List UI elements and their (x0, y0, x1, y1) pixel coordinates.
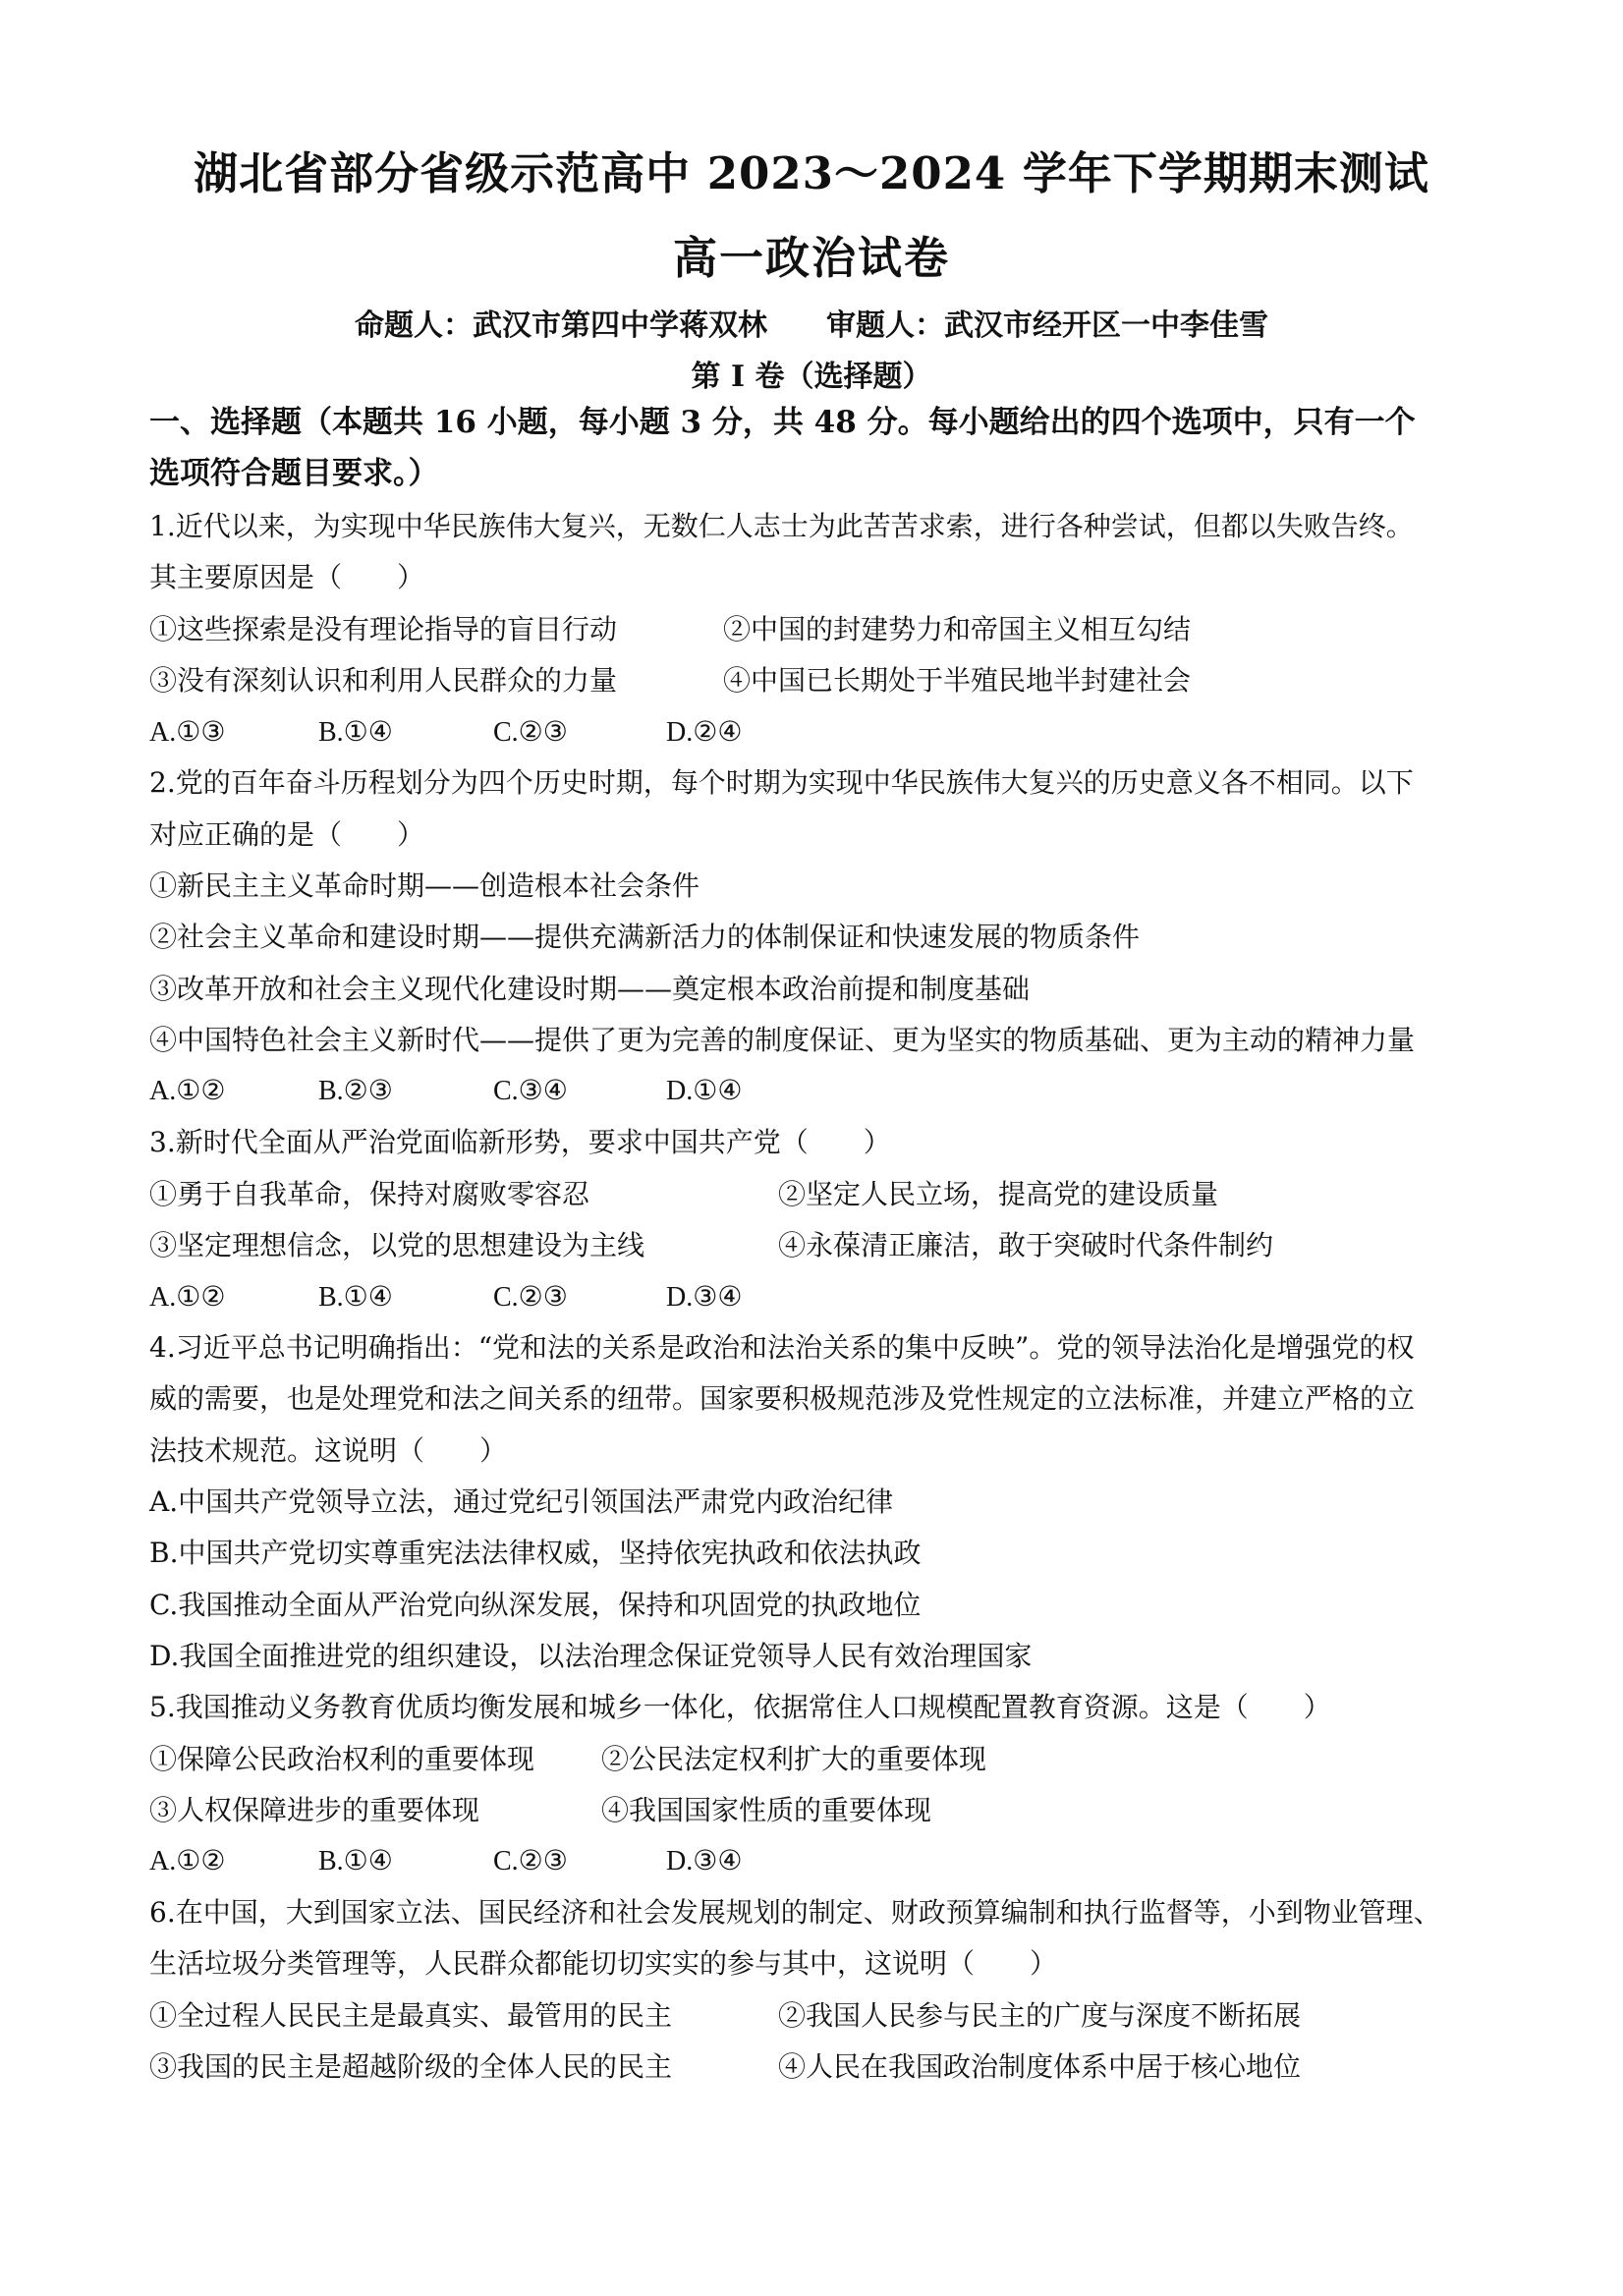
q4-stem-line1: 4.习近平总书记明确指出：“党和法的关系是政治和法治关系的集中反映”。党的领导法治化是增强党的权 (149, 1331, 1415, 1364)
q4-stem-line2: 威的需要，也是处理党和法之间关系的纽带。国家要积极规范涉及党性规定的立法标准，并建立严格的立 (149, 1382, 1416, 1415)
q5-option-2: ②公民法定权利扩大的重要体现 (601, 1743, 987, 1775)
q3-option-2: ②坚定人民立场，提高党的建设质量 (778, 1178, 1219, 1210)
q1-options-row1 (149, 604, 1485, 655)
q3-options-row2 (149, 1220, 1485, 1271)
q2-choice-d: D.①④ (666, 1076, 743, 1106)
reviewer: 审题人：武汉市经开区一中李佳雪 (826, 308, 1268, 343)
q1-option-4: ④中国已长期处于半殖民地半封建社会 (723, 664, 1192, 697)
q5-choice-b: B.①④ (318, 1846, 393, 1876)
q1-choice-a: A.①③ (149, 717, 226, 748)
exam-subtitle: 高一政治试卷 (672, 232, 950, 284)
q1-option-3: ③没有深刻认识和利用人民群众的力量 (149, 664, 618, 697)
q3-option-1: ①勇于自我革命，保持对腐败零容忍 (149, 1178, 590, 1210)
q2-option-1: ①新民主主义革命时期——创造根本社会条件 (149, 869, 700, 902)
volume-heading: 第 I 卷（选择题） (691, 360, 932, 394)
q5-choices (149, 1836, 1485, 1887)
q5-option-4: ④我国国家性质的重要体现 (601, 1794, 932, 1826)
q5-choice-a: A.①② (149, 1846, 226, 1876)
q5-option-3: ③人权保障进步的重要体现 (149, 1794, 480, 1826)
question-setter: 命题人：武汉市第四中学蒋双林 (355, 308, 767, 343)
q1-choice-d: D.②④ (666, 717, 743, 748)
q4-stem-line3: 法技术规范。这说明（ ） (149, 1434, 508, 1467)
q5-options-row1 (149, 1734, 1485, 1785)
q2-choices (149, 1066, 1485, 1117)
q3-option-4: ④永葆清正廉洁，敢于突破时代条件制约 (778, 1229, 1274, 1261)
section-heading-line2: 选项符合题目要求。） (149, 456, 439, 491)
q2-option-4: ④中国特色社会主义新时代——提供了更为完善的制度保证、更为坚实的物质基础、更为主动的精神力量 (149, 1024, 1416, 1056)
q2-stem-line1: 2.党的百年奋斗历程划分为四个历史时期，每个时期为实现中华民族伟大复兴的历史意义各不相同。以下 (149, 766, 1414, 799)
q6-option-1: ①全过程人民民主是最真实、最管用的民主 (149, 1999, 673, 2032)
q5-option-1: ①保障公民政治权利的重要体现 (149, 1743, 535, 1775)
q6-option-3: ③我国的民主是超越阶级的全体人民的民主 (149, 2050, 673, 2083)
q5-choice-c: C.②③ (493, 1846, 568, 1876)
q1-choices (149, 707, 1485, 758)
q1-choice-c: C.②③ (493, 717, 568, 748)
q3-stem-line1: 3.新时代全面从严治党面临新形势，要求中国共产党（ ） (149, 1126, 891, 1158)
q2-choice-c: C.③④ (493, 1076, 568, 1106)
section-heading-line1: 一、选择题（本题共 16 小题，每小题 3 分，共 48 分。每小题给出的四个选项中，只有一个 (149, 405, 1416, 440)
q5-stem-line1: 5.我国推动义务教育优质均衡发展和城乡一体化，依据常住人口规模配置教育资源。这是（ ） (149, 1691, 1331, 1723)
q3-choice-a: A.①② (149, 1282, 226, 1313)
q6-option-4: ④人民在我国政治制度体系中居于核心地位 (778, 2050, 1302, 2083)
q3-choice-c: C.②③ (493, 1282, 568, 1313)
q3-choices (149, 1272, 1485, 1323)
q6-options-row1 (149, 1990, 1485, 2042)
q1-stem-line2: 其主要原因是（ ） (149, 561, 425, 593)
q1-choice-b: B.①④ (318, 717, 393, 748)
q4-choice-a: A.中国共产党领导立法，通过党纪引领国法严肃党内政治纪律 (149, 1485, 894, 1518)
q6-option-2: ②我国人民参与民主的广度与深度不断拓展 (778, 1999, 1302, 2032)
q6-stem-line2: 生活垃圾分类管理等，人民群众都能切切实实的参与其中，这说明（ ） (149, 1947, 1058, 1980)
q4-choice-d: D.我国全面推进党的组织建设，以法治理念保证党领导人民有效治理国家 (149, 1640, 1033, 1672)
q1-stem-line1: 1.近代以来，为实现中华民族伟大复兴，无数仁人志士为此苦苦求索，进行各种尝试，但都以失败告终。 (149, 510, 1414, 542)
q5-options-row2 (149, 1785, 1485, 1836)
q3-choice-d: D.③④ (666, 1282, 743, 1313)
q1-option-2: ②中国的封建势力和帝国主义相互勾结 (723, 613, 1192, 645)
q2-choice-b: B.②③ (318, 1076, 393, 1106)
q6-stem-line1: 6.在中国，大到国家立法、国民经济和社会发展规划的制定、财政预算编制和执行监督等，小到物业管理、 (149, 1896, 1441, 1929)
q3-option-3: ③坚定理想信念，以党的思想建设为主线 (149, 1229, 645, 1261)
q2-option-2: ②社会主义革命和建设时期——提供充满新活力的体制保证和快速发展的物质条件 (149, 921, 1141, 953)
q3-options-row1 (149, 1169, 1485, 1220)
q4-choice-c: C.我国推动全面从严治党向纵深发展，保持和巩固党的执政地位 (149, 1589, 922, 1621)
q4-choice-b: B.中国共产党切实尊重宪法法律权威，坚持依宪执政和依法执政 (149, 1537, 922, 1569)
q3-choice-b: B.①④ (318, 1282, 393, 1313)
q2-stem-line2: 对应正确的是（ ） (149, 818, 425, 851)
q1-option-1: ①这些探索是没有理论指导的盲目行动 (149, 613, 618, 645)
exam-title: 湖北省部分省级示范高中 2023～2024 学年下学期期末测试 (194, 147, 1429, 199)
q2-choice-a: A.①② (149, 1076, 226, 1106)
q6-options-row2 (149, 2042, 1485, 2093)
q2-option-3: ③改革开放和社会主义现代化建设时期——奠定根本政治前提和制度基础 (149, 973, 1031, 1005)
q5-choice-d: D.③④ (666, 1846, 743, 1876)
author-line (0, 301, 1623, 344)
q1-options-row2 (149, 655, 1485, 706)
